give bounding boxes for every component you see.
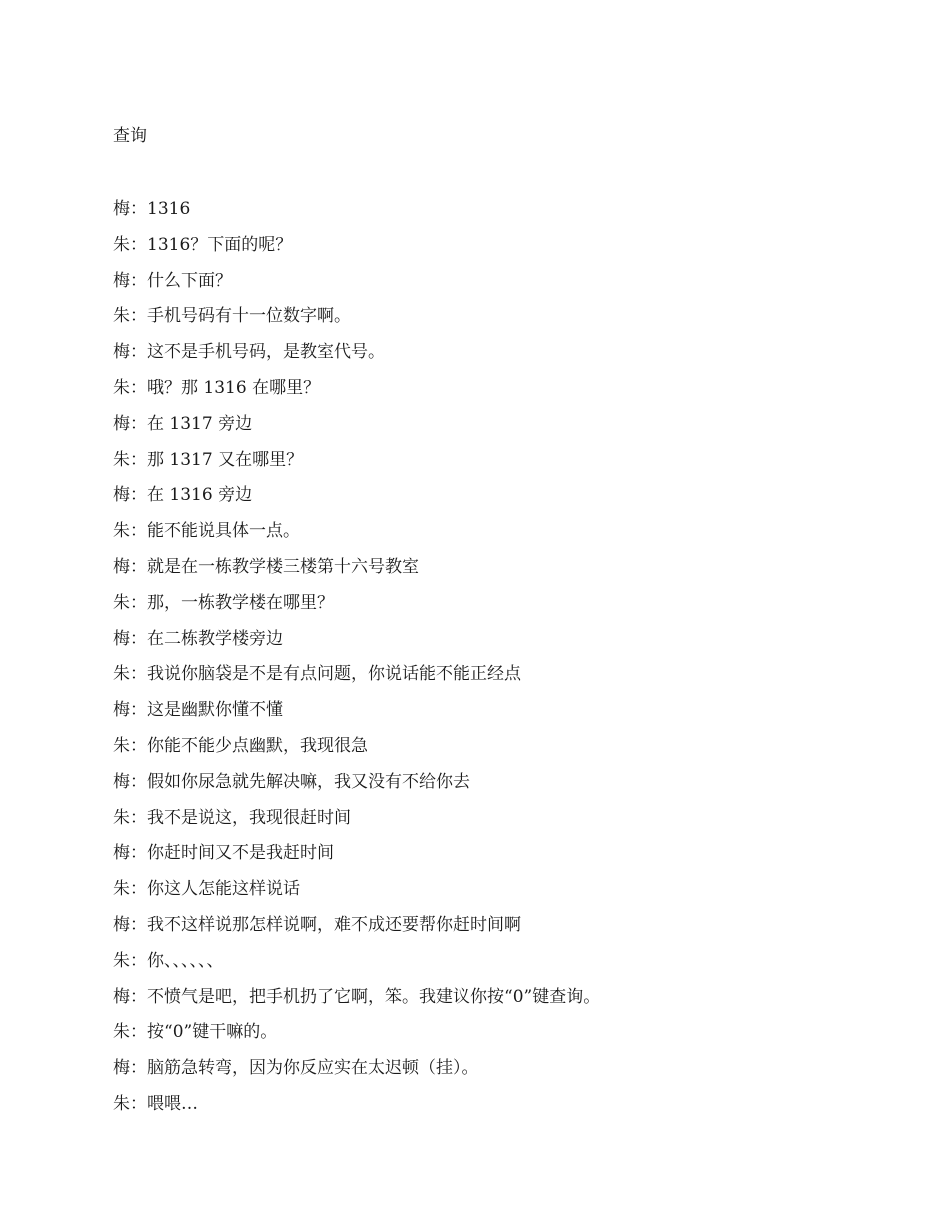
line-text: 什么下面？ [147, 270, 232, 291]
speaker-name: 朱 [113, 735, 130, 756]
dialogue-line [113, 268, 600, 304]
speaker-separator: ： [130, 521, 147, 542]
dialogue-line [113, 626, 600, 662]
speaker-name: 梅 [113, 771, 130, 792]
speaker-separator: ： [130, 1093, 147, 1114]
document-title: 查询 [113, 126, 147, 146]
dialogue-line [113, 1019, 600, 1055]
speaker-name: 朱 [113, 1093, 130, 1114]
speaker-name: 朱 [113, 306, 130, 327]
dialogue-line [113, 590, 600, 626]
line-text: 在 1316 旁边 [147, 485, 253, 506]
speaker-separator: ： [130, 377, 147, 398]
dialogue-line [113, 733, 600, 769]
speaker-name: 朱 [113, 592, 130, 613]
speaker-name: 朱 [113, 449, 130, 470]
speaker-separator: ： [130, 199, 147, 219]
speaker-separator: ： [130, 342, 147, 363]
speaker-separator: ： [130, 413, 147, 434]
line-text: 我不是说这，我现很赶时间 [147, 807, 351, 828]
speaker-name: 梅 [113, 485, 130, 506]
dialogue-line [113, 805, 600, 841]
line-text: 手机号码有十一位数字啊。 [147, 306, 351, 327]
dialogue-line [113, 518, 600, 554]
speaker-name: 朱 [113, 521, 130, 542]
speaker-separator: ： [130, 485, 147, 506]
line-text: 这不是手机号码，是教室代号。 [147, 342, 385, 363]
dialogue-line [113, 375, 600, 411]
line-text: 你这人怎能这样说话 [147, 879, 300, 900]
line-text: 哦？那 1316 在哪里？ [147, 377, 321, 398]
dialogue-line [113, 697, 600, 733]
speaker-separator: ： [130, 592, 147, 613]
line-text: 按“0”键干嘛的。 [147, 1022, 278, 1043]
speaker-name: 梅 [113, 843, 130, 864]
speaker-name: 梅 [113, 413, 130, 434]
line-text: 这是幽默你懂不懂 [147, 700, 283, 721]
dialogue-line [113, 984, 600, 1020]
dialogue-line [113, 339, 600, 375]
speaker-name: 梅 [113, 342, 130, 363]
line-text: 在 1317 旁边 [147, 413, 253, 434]
line-text: 不愤气是吧，把手机扔了它啊，笨。我建议你按“0”键查询。 [147, 986, 601, 1007]
speaker-name: 梅 [113, 270, 130, 291]
speaker-name: 朱 [113, 950, 130, 971]
speaker-name: 朱 [113, 807, 130, 828]
dialogue-line [113, 912, 600, 948]
line-text: 能不能说具体一点。 [147, 521, 300, 542]
line-text: 假如你尿急就先解决嘛，我又没有不给你去 [147, 771, 470, 792]
speaker-separator: ： [130, 306, 147, 327]
dialogue-line [113, 303, 600, 339]
line-text: 1316 [147, 199, 191, 219]
dialogue-line [113, 232, 600, 268]
speaker-separator: ： [130, 628, 147, 649]
speaker-separator: ： [130, 664, 147, 685]
line-text: 我说你脑袋是不是有点问题，你说话能不能正经点 [147, 664, 521, 685]
line-text: 你能不能少点幽默，我现很急 [147, 735, 368, 756]
speaker-separator: ： [130, 843, 147, 864]
line-text: 我不这样说那怎样说啊，难不成还要帮你赶时间啊 [147, 914, 521, 935]
speaker-separator: ： [130, 807, 147, 828]
speaker-separator: ： [130, 556, 147, 577]
speaker-separator: ： [130, 950, 147, 971]
line-text: 就是在一栋教学楼三楼第十六号教室 [147, 556, 419, 577]
speaker-name: 朱 [113, 1022, 130, 1043]
speaker-separator: ： [130, 234, 147, 255]
speaker-separator: ： [130, 771, 147, 792]
speaker-name: 梅 [113, 556, 130, 577]
line-text: 那，一栋教学楼在哪里？ [147, 592, 334, 613]
dialogue-line [113, 447, 600, 483]
speaker-separator: ： [130, 700, 147, 721]
speaker-name: 梅 [113, 914, 130, 935]
speaker-separator: ： [130, 986, 147, 1007]
dialogue-line [113, 1055, 600, 1091]
dialogue-line [113, 482, 600, 518]
line-text: 那 1317 又在哪里？ [147, 449, 304, 470]
speaker-separator: ： [130, 914, 147, 935]
speaker-name: 梅 [113, 628, 130, 649]
line-text: 喂喂… [147, 1093, 198, 1114]
speaker-name: 朱 [113, 879, 130, 900]
line-text: 你、、、、、、 [147, 950, 224, 971]
dialogue-line [113, 554, 600, 590]
line-text: 你赶时间又不是我赶时间 [147, 843, 334, 864]
dialogue-list [113, 196, 600, 1127]
speaker-name: 梅 [113, 199, 130, 219]
speaker-name: 梅 [113, 1058, 130, 1079]
dialogue-line [113, 411, 600, 447]
speaker-separator: ： [130, 449, 147, 470]
speaker-separator: ： [130, 1058, 147, 1079]
speaker-separator: ： [130, 270, 147, 291]
dialogue-line [113, 876, 600, 912]
speaker-separator: ： [130, 735, 147, 756]
dialogue-line [113, 948, 600, 984]
line-text: 1316？下面的呢？ [147, 234, 293, 255]
speaker-separator: ： [130, 1022, 147, 1043]
dialogue-line [113, 196, 600, 232]
speaker-name: 梅 [113, 986, 130, 1007]
dialogue-line [113, 1091, 600, 1127]
speaker-name: 朱 [113, 377, 130, 398]
dialogue-line [113, 661, 600, 697]
speaker-name: 梅 [113, 700, 130, 721]
line-text: 脑筋急转弯，因为你反应实在太迟顿（挂）。 [147, 1058, 479, 1079]
dialogue-line [113, 840, 600, 876]
speaker-separator: ： [130, 879, 147, 900]
speaker-name: 朱 [113, 234, 130, 255]
line-text: 在二栋教学楼旁边 [147, 628, 283, 649]
speaker-name: 朱 [113, 664, 130, 685]
dialogue-line [113, 769, 600, 805]
